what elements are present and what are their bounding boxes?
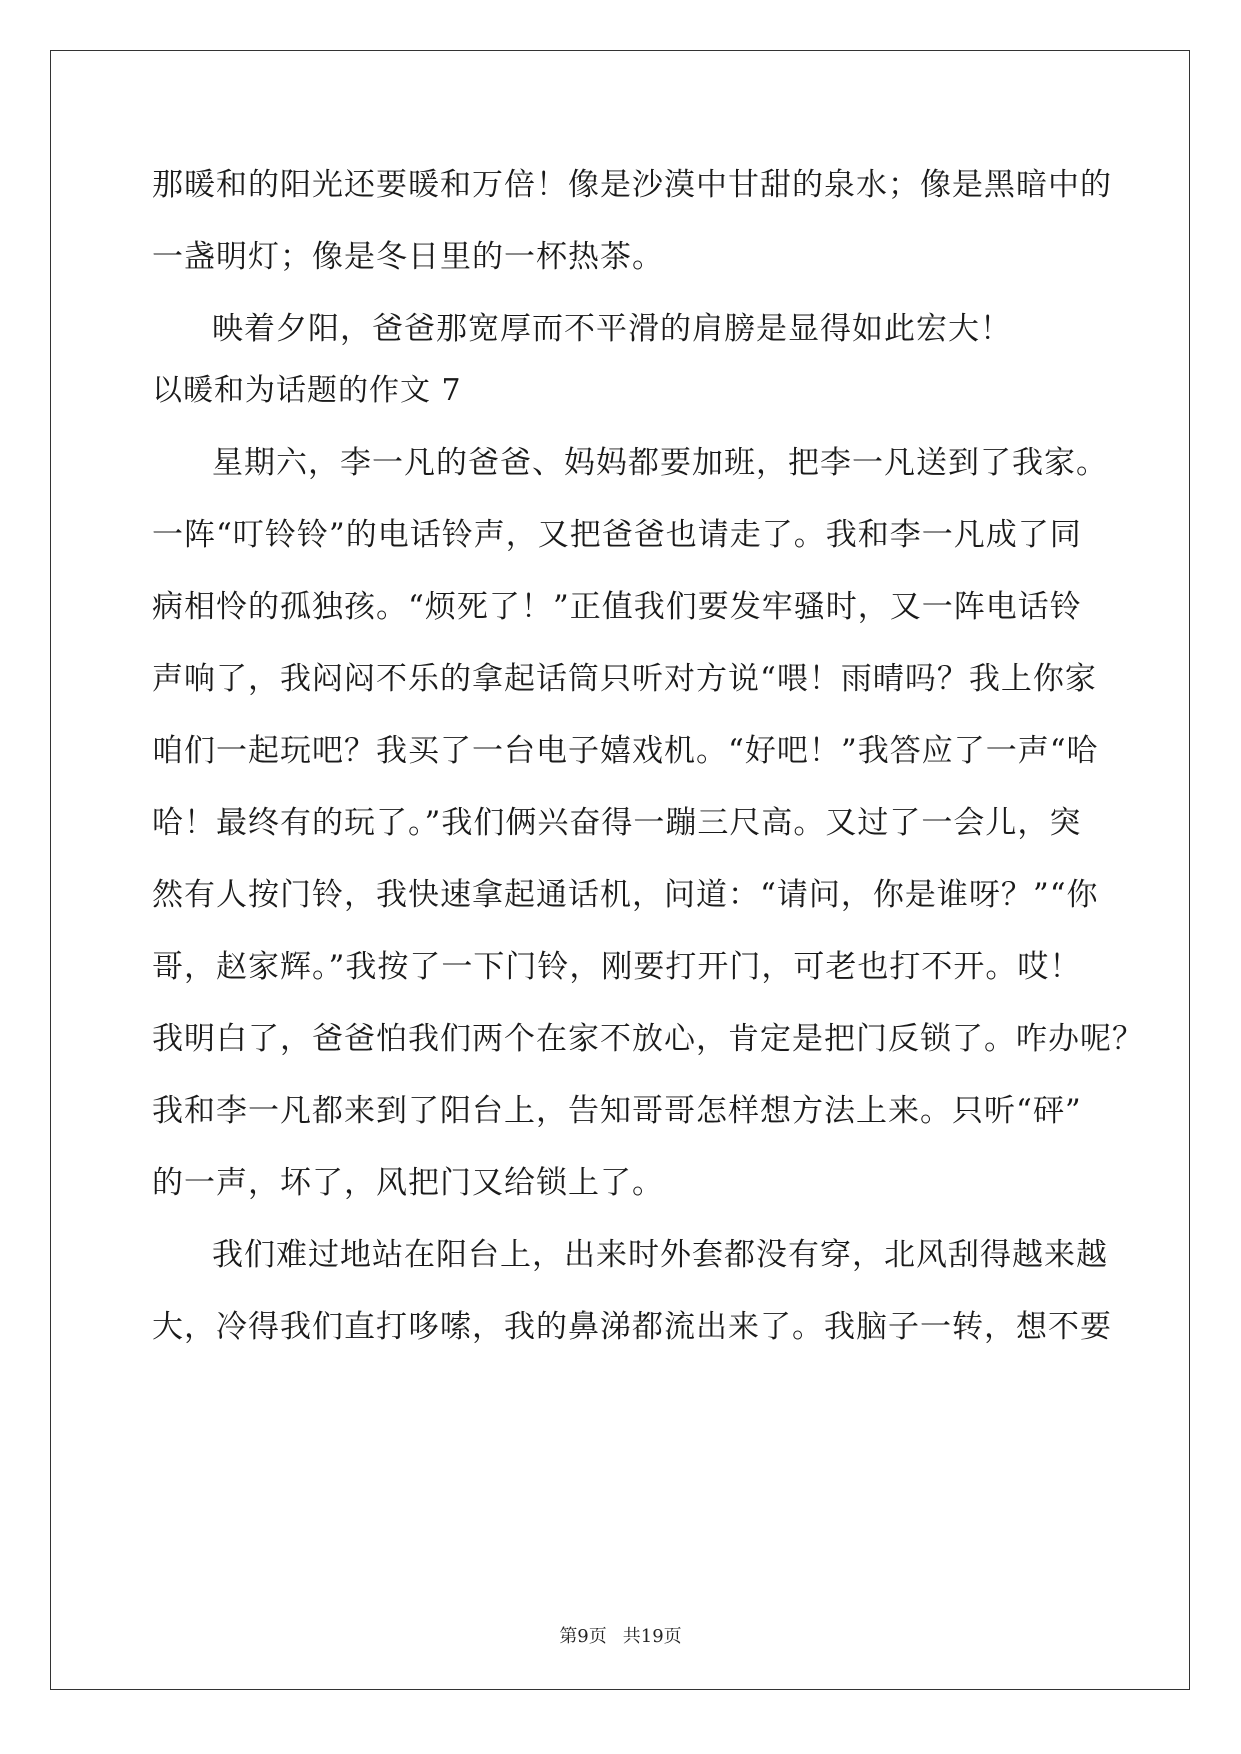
text-line: 一盏明灯；像是冬日里的一杯热茶。 — [152, 239, 664, 275]
text-line: 一阵“叮铃铃”的电话铃声，又把爸爸也请走了。我和李一凡成了同 — [152, 517, 1082, 553]
text-line: 我明白了，爸爸怕我们两个在家不放心，肯定是把门反锁了。咋办呢？ — [152, 1021, 1144, 1057]
section-heading: 以暖和为话题的作文 7 — [152, 373, 462, 408]
text-line: 那暖和的阳光还要暖和万倍！像是沙漠中甘甜的泉水；像是黑暗中的 — [152, 167, 1112, 203]
page-total: 共19页 — [622, 1626, 682, 1647]
paragraph-line: 星期六，李一凡的爸爸、妈妈都要加班，把李一凡送到了我家。 — [212, 445, 1108, 481]
text-line: 哥，赵家辉。”我按了一下门铃，刚要打开门，可老也打不开。哎！ — [152, 949, 1082, 985]
paragraph-line: 映着夕阳，爸爸那宽厚而不平滑的肩膀是显得如此宏大！ — [212, 311, 1012, 347]
paragraph-line: 我们难过地站在阳台上，出来时外套都没有穿，北风刮得越来越 — [212, 1237, 1108, 1273]
text-line: 病相怜的孤独孩。“烦死了！”正值我们要发牢骚时，又一阵电话铃 — [152, 589, 1082, 625]
text-line: 的一声，坏了，风把门又给锁上了。 — [152, 1165, 664, 1201]
text-line: 大，冷得我们直打哆嗦，我的鼻涕都流出来了。我脑子一转，想不要 — [152, 1309, 1112, 1345]
text-line: 我和李一凡都来到了阳台上，告知哥哥怎样想方法上来。只听“砰” — [152, 1093, 1082, 1129]
page-number: 第9页 — [559, 1626, 607, 1647]
text-line: 咱们一起玩吧？我买了一台电子嬉戏机。“好吧！”我答应了一声“哈 — [152, 733, 1099, 769]
text-line: 哈！最终有的玩了。”我们俩兴奋得一蹦三尺高。又过了一会儿，突 — [152, 805, 1082, 841]
page-footer — [0, 1622, 1241, 1648]
text-line: 声响了，我闷闷不乐的拿起话筒只听对方说“喂！雨晴吗？我上你家 — [152, 661, 1097, 697]
text-line: 然有人按门铃，我快速拿起通话机，问道：“请问，你是谁呀？”“你 — [152, 877, 1099, 913]
